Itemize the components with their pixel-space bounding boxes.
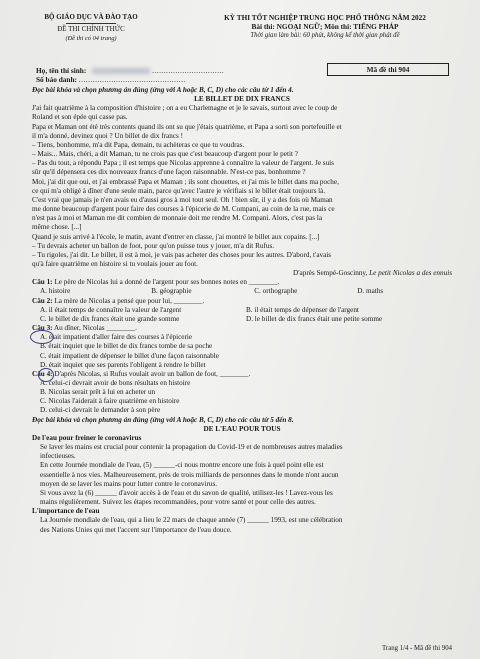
pen-circle-q1 [30, 330, 54, 344]
answer-option[interactable]: C. orthographe [254, 287, 298, 296]
header-divider [66, 23, 116, 24]
answer-option[interactable]: B. il était temps de dépenser de l'argent [246, 305, 359, 314]
section1-title: LE BILLET DE DIX FRANCS [194, 95, 290, 104]
section2-instruction: Đọc bài khóa và chọn phương án đúng (ứng với A hoặc B, C, D) cho các câu từ 5 đến 8. [32, 415, 294, 424]
question-3 [32, 324, 452, 333]
exam-code-box: Mã đề thi 904 [327, 63, 449, 76]
answer-option[interactable]: D. était inquiet que ses parents l'obligent à rendre le billet [40, 360, 206, 369]
official-label: ĐỀ THI CHÍNH THỨC [57, 25, 125, 33]
ministry-name: BỘ GIÁO DỤC VÀ ĐÀO TẠO [44, 13, 138, 21]
passage-line: Si vous avez la (6) ______ d'avoir accès à de l'eau et du savon de qualité, utilisez-les ! Lavez-vous les [40, 488, 333, 497]
passage-line: – Mais... Mais, chéri, a dit Maman, tu ne crois pas que c'est beaucoup d'argent pour le petit ? [32, 150, 298, 159]
redacted-name [92, 68, 150, 74]
exam-content [32, 86, 452, 535]
question-stem: La mère de Nicolas a pensé que pour lui, ________. [52, 296, 205, 305]
passage-line: essentielle à nos vies. Malheureusement, près de trois milliards de personnes dans le monde n'ont aucun [40, 470, 339, 479]
answer-option[interactable]: D. le billet de dix francs était une petite somme [246, 314, 383, 323]
pen-circle-q2 [38, 368, 54, 382]
options-row [32, 397, 452, 406]
passage-line: Moi, j'ai dit que oui, et j'ai embrassé Papa et Maman ; ils sont chouettes, et j'ai mis le billet dans ma poche, [32, 177, 339, 186]
question-2 [32, 297, 452, 306]
name-label: Họ, tên thí sinh: [36, 66, 87, 75]
passage-line: Roland et son épée qui casse pas. [32, 113, 128, 122]
passage2-paragraph-3 [32, 489, 452, 507]
exam-subject: Bài thi: NGOẠI NGỮ; Môn thi: TIẾNG PHÁP [251, 22, 399, 31]
question-stem: Au dîner, Nicolas ________. [52, 324, 137, 333]
question-number: Câu 1: [32, 278, 53, 287]
options-row [32, 406, 452, 415]
options-row [32, 333, 452, 342]
passage-line: moyen de se laver les mains pour lutter contre le coronavirus. [40, 479, 218, 488]
passage-line: me donne beaucoup d'argent pour faire des courses à l'épicerie de M. Compani, au coin de la rue, mais ce [32, 205, 335, 214]
passage-line: J'ai fait quatrième à la composition d'histoire ; on a eu Charlemagne et je le savais, surtout avec le coup de [32, 104, 338, 113]
question-number: Câu 4: [32, 369, 53, 378]
answer-option[interactable]: B. géographie [151, 287, 192, 296]
question-4 [32, 370, 452, 379]
page-footer: Trang 1/4 - Mã đề thi 904 [382, 645, 452, 652]
section2-subheading-2: L'importance de l'eau [32, 507, 100, 516]
questions-block [32, 278, 452, 415]
passage-line: Quand je suis arrivé à l'école, le matin, avant d'entrer en classe, j'ai montré le billet aux copains. [...] [32, 232, 320, 241]
number-dots: .............................................. [78, 75, 186, 84]
question-stem: Le père de Nicolas lui a donné de l'argent pour ses bonnes notes en ________. [52, 278, 280, 287]
passage-line: ce qui m'a obligé à dîner d'une seule main, parce qu'avec l'autre je vérifiais si le billet était toujours là. [32, 186, 326, 195]
pages-note: (Đề thi có 04 trang) [65, 35, 117, 42]
options-row [32, 342, 452, 351]
answer-option[interactable]: D. maths [357, 287, 384, 296]
reading-passage-1 [32, 104, 452, 269]
options-row [32, 306, 452, 315]
answer-option[interactable]: A. il était temps de connaître la valeur de l'argent [40, 305, 182, 314]
passage2-paragraph-1 [32, 443, 452, 461]
options-row [32, 287, 452, 296]
passage-line: – Pas du tout, a répondu Papa ; il est temps que Nicolas apprenne à connaître la valeur de l'argent. Je suis [32, 159, 334, 168]
ministry-header [36, 13, 146, 43]
exam-title: KỲ THI TỐT NGHIỆP TRUNG HỌC PHỔ THÔNG NĂM 2022 [224, 13, 426, 22]
question-stem: D'après Nicolas, si Rufus voulait avoir un ballon de foot, ________. [52, 369, 251, 378]
answer-option[interactable]: A. était impatient d'aller faire des courses à l'épicerie [40, 333, 193, 342]
passage-line: Papa et Maman ont été très contents quand ils ont su que j'étais quatrième, et Papa a sorti son portefeuille et [32, 122, 342, 131]
exam-header [190, 13, 460, 40]
passage-line: il m'a donné, devinez quoi ? Un billet de dix francs ! [32, 131, 183, 140]
passage-line: même chose. [...] [32, 223, 82, 232]
options-row [32, 388, 452, 397]
answer-option[interactable]: A. histoire [40, 287, 71, 296]
options-row [32, 361, 452, 370]
section2-title: DE L'EAU POUR TOUS [203, 424, 281, 433]
passage-line: – Tu rigoles, j'ai dit. Le billet, il est à moi, je vais pas acheter des choses pour les autres. D'abord, t'avais [32, 250, 332, 259]
options-row [32, 352, 452, 361]
time-note: Thời gian làm bài: 60 phút, không kể thời gian phát đề [250, 32, 400, 39]
answer-option[interactable]: B. Nicolas serait prêt à lui en acheter un [40, 388, 156, 397]
options-row [32, 315, 452, 324]
passage-line: n'est pas à moi et Maman me dit combien de monnaie doit me rendre M. Compani. Alors, c'est pas la [32, 214, 323, 223]
passage-line: des Nations Unies qui met l'accent sur l'importance de l'eau douce. [40, 525, 232, 534]
section2-subheading-1: De l'eau pour freiner le coronavirus [32, 433, 142, 442]
passage-line: En cette Journée mondiale de l'eau, (5) ______-ci nous montre encore une fois à quel point elle est [40, 461, 324, 470]
name-dots: ............................... [152, 66, 225, 75]
passage-line: infectieuses. [40, 452, 76, 461]
passage-source: D'après Sempé-Goscinny, Le petit Nicolas a des ennuis [293, 269, 452, 278]
question-1 [32, 278, 452, 287]
passage-line: mains régulièrement. Suivez les étapes recommandées, pour votre santé et pour celle des autres. [40, 498, 316, 507]
question-number: Câu 2: [32, 296, 53, 305]
answer-option[interactable]: A. celui-ci devrait avoir de bons résultats en histoire [40, 379, 191, 387]
number-label: Số báo danh: [36, 75, 77, 84]
answer-option[interactable]: C. était impatient de dépenser le billet d'une façon raisonnable [40, 351, 219, 360]
answer-option[interactable]: C. Nicolas l'aiderait à faire quatrième en histoire [40, 397, 180, 406]
candidate-info [36, 66, 224, 84]
passage-line: qu'à faire quatrième en histoire si tu voulais jouer au foot. [32, 259, 198, 268]
passage2-paragraph-2 [32, 461, 452, 488]
answer-option[interactable]: B. était inquiet que le billet de dix francs tombe de sa poche [40, 342, 213, 351]
passage2-paragraph-4 [32, 516, 452, 534]
passage-line: Se laver les mains est crucial pour contenir la propagation du Covid-19 et de nombreuses autres maladies [40, 443, 343, 452]
passage-line: – Tiens, bonhomme, m'a dit Papa, demain, tu achèteras ce que tu voudras. [32, 140, 245, 149]
question-number: Câu 3: [32, 324, 53, 333]
passage-line: sûr qu'il dépensera ces dix nouveaux francs d'une façon raisonnable. N'est-ce pas, bonhomme ? [32, 168, 306, 177]
options-row [32, 379, 452, 388]
answer-option[interactable]: D. celui-ci devrait le demander à son père [40, 406, 161, 415]
answer-option[interactable]: C. le billet de dix francs était une grande somme [40, 314, 180, 323]
section1-instruction: Đọc bài khóa và chọn phương án đúng (ứng với A hoặc B, C, D) cho các câu từ 1 đến 4. [32, 86, 294, 94]
passage-line: – Tu devrais acheter un ballon de foot, pour qu'on puisse tous y jouer, m'a dit Rufus. [32, 241, 275, 250]
passage-line: La Journée mondiale de l'eau, qui a lieu le 22 mars de chaque année (7) ______ 1993, est une célébration [40, 516, 343, 525]
passage-line: C'est vrai que jamais je n'en avais eu d'aussi gros à moi tout seul. Oh ! bien sûr, il y a des fois où Maman [32, 195, 333, 204]
